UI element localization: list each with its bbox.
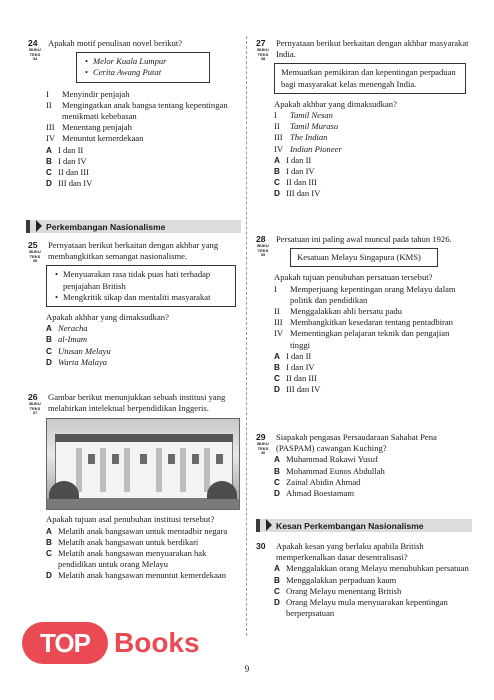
question-text: Gambar berikut menunjukkan sebuah institusi yang melahirkan intelektual berpendidikan Inggeris. bbox=[48, 392, 226, 414]
question-text: Pernyataan berikut berkaitan dengan akhbar masyarakat India. bbox=[276, 38, 469, 60]
option-a[interactable]: A Menggalakkan orang Melayu menubuhkan persatuan bbox=[274, 563, 469, 574]
question-text: Apakah kesan yang berlaku apabila British memperkenalkan dasar desentralisasi? bbox=[276, 541, 424, 563]
option-b[interactable]: B I dan IV bbox=[46, 155, 87, 166]
option-b[interactable]: B al-Imam bbox=[46, 334, 88, 345]
question-number: 26 bbox=[28, 392, 38, 402]
box-item: • Menyuarakan rasa tidak puas hati terhadap penjajahan British bbox=[63, 269, 229, 291]
option-c[interactable]: C Orang Melayu menentang British bbox=[274, 585, 402, 596]
box-item: • Melor Kuala Lumpur bbox=[93, 56, 203, 67]
page-number: 9 bbox=[244, 664, 250, 674]
question-30 bbox=[256, 541, 470, 619]
topbooks-watermark-logo: TOP Books bbox=[22, 616, 242, 668]
box-item: • Mengkritik sikap dan mentaliti masyarakat bbox=[63, 292, 229, 303]
question-number: 30 bbox=[256, 541, 266, 551]
question-stem: Apakah tujuan asal penubuhan institusi tersebut? bbox=[46, 514, 215, 525]
box-item: • Cerita Awang Putat bbox=[93, 67, 203, 78]
textbook-badge: BUKU TEKS 39 bbox=[257, 243, 269, 257]
question-number: 27 bbox=[256, 38, 266, 48]
option-c[interactable]: C II dan III bbox=[274, 373, 318, 384]
answer-options bbox=[28, 145, 240, 190]
option-c[interactable]: C II dan III bbox=[274, 177, 318, 188]
question-26 bbox=[28, 392, 240, 582]
question-number: 25 bbox=[28, 240, 38, 250]
option-a[interactable]: A Melatih anak bangsawan untuk mentadbir negara bbox=[46, 525, 228, 536]
question-29 bbox=[256, 432, 470, 499]
question-stem: Apakah tujuan penubuhan persatuan tersebut? bbox=[274, 272, 433, 283]
section-heading: Perkembangan Nasionalisme bbox=[26, 220, 241, 233]
statement-box: Kesatuan Melayu Singapura (KMS) bbox=[290, 248, 438, 267]
roman-list: I Menyindir penjajah II Mengingatkan anak bangsa tentang kepentingan menikmati kebebasan III Menentang penjajah IV Menuntut kemerdekaan bbox=[46, 88, 228, 144]
triangle-icon bbox=[266, 519, 272, 531]
question-27: 27 BUKU TEKS 38 Pernyataan berikut berkaitan dengan akhbar masyarakat India. Memuatkan pemikiran dan kepentingan perpaduan bagi masyarakat kelas menengah India. Apakah akhbar yang dimaksudkan? I Tamil Nesan II Tamil Murasu III The Indian IV Indian Pioneer A I dan II B I dan IV C II dan III D III dan IV bbox=[256, 38, 469, 199]
question-text: Apakah motif penulisan novel berikut? bbox=[48, 38, 183, 48]
option-c[interactable]: C Zainal Abidin Ahmad bbox=[274, 476, 361, 487]
column-divider bbox=[246, 36, 248, 636]
question-number: 28 bbox=[256, 234, 266, 244]
question-25 bbox=[28, 240, 240, 368]
option-b[interactable]: B I dan IV bbox=[274, 166, 315, 177]
option-d[interactable]: D III dan IV bbox=[274, 188, 321, 199]
option-c[interactable]: C Utusan Melayu bbox=[46, 345, 111, 356]
institution-photo bbox=[46, 418, 240, 510]
question-24 bbox=[28, 38, 240, 189]
option-d[interactable]: D Ahmad Boestamam bbox=[274, 488, 355, 499]
option-b[interactable]: B I dan IV bbox=[274, 362, 315, 373]
section-heading: Kesan Perkembangan Nasionalisme bbox=[256, 519, 472, 532]
textbook-badge: BUKU TEKS 38 bbox=[257, 47, 269, 61]
option-d[interactable]: D Warta Malaya bbox=[46, 356, 108, 367]
question-stem: Apakah akhbar yang dimaksudkan? bbox=[274, 98, 397, 109]
option-a[interactable]: A I dan II bbox=[274, 154, 312, 165]
textbook-badge: BUKU TEKS 34 bbox=[29, 47, 41, 61]
option-a[interactable]: A Neracha bbox=[46, 323, 88, 334]
option-d[interactable]: D III dan IV bbox=[46, 178, 93, 189]
option-d[interactable]: D III dan IV bbox=[274, 384, 321, 395]
option-a[interactable]: A I dan II bbox=[46, 144, 84, 155]
triangle-icon bbox=[36, 220, 42, 232]
question-number: 24 bbox=[28, 38, 38, 48]
novel-box bbox=[76, 52, 210, 82]
option-c[interactable]: C Melatih anak bangsawan menyuarakan hak pendidikan untuk orang Melayu bbox=[46, 548, 207, 570]
textbook-badge: BUKU TEKS 36 bbox=[29, 249, 41, 263]
option-b[interactable]: B Melatih anak bangsawan untuk berdikari bbox=[46, 536, 199, 547]
building-graphic bbox=[55, 441, 233, 499]
option-a[interactable]: A Muhammad Rakawi Yusuf bbox=[274, 454, 378, 465]
question-text: Siapakah pengasas Persaudaraan Sahabat Pena (PASPAM) cawangan Kuching? bbox=[276, 432, 437, 454]
statement-box bbox=[46, 265, 236, 307]
option-b[interactable]: B Menggalakkan perpaduan kaum bbox=[274, 574, 397, 585]
option-c[interactable]: C II dan III bbox=[46, 167, 90, 178]
question-text: Persatuan ini paling awal muncul pada tahun 1926. bbox=[276, 234, 452, 244]
question-text: Pernyataan berikut berkaitan dengan akhbar yang membangkitkan semangat nasionalisme. bbox=[48, 240, 219, 262]
textbook-badge: BUKU TEKS 37 bbox=[29, 401, 41, 415]
question-28: 28 BUKU TEKS 39 Persatuan ini paling awal muncul pada tahun 1926. Kesatuan Melayu Singapura (KMS) Apakah tujuan penubuhan persatuan tersebut? I Memperjuang kepentingan orang Melayu dalam politik dan pendidikan II Menggalakkan ahli bersatu padu III Membangkitkan kesedaran tentang pentadbiran IV Mementingkan pelajaran teknik dan pengajian tinggi A I dan II B I dan IV C II dan III D III dan IV bbox=[256, 234, 470, 396]
option-d[interactable]: D Orang Melayu mula menyuarakan kepentingan berperpsatuan bbox=[274, 597, 448, 619]
option-d[interactable]: D Melatih anak bangsawan menuntut kemerdekaan bbox=[46, 570, 226, 581]
question-number: 29 bbox=[256, 432, 266, 442]
textbook-badge: BUKU TEKS 40 bbox=[257, 441, 269, 455]
statement-box: Memuatkan pemikiran dan kepentingan perpaduan bagi masyarakat kelas menengah India. bbox=[274, 63, 466, 93]
option-a[interactable]: A I dan II bbox=[274, 350, 312, 361]
option-b[interactable]: B Mohammad Eunos Abdullah bbox=[274, 465, 385, 476]
question-stem: Apakah akhbar yang dimaksudkan? bbox=[46, 312, 169, 323]
